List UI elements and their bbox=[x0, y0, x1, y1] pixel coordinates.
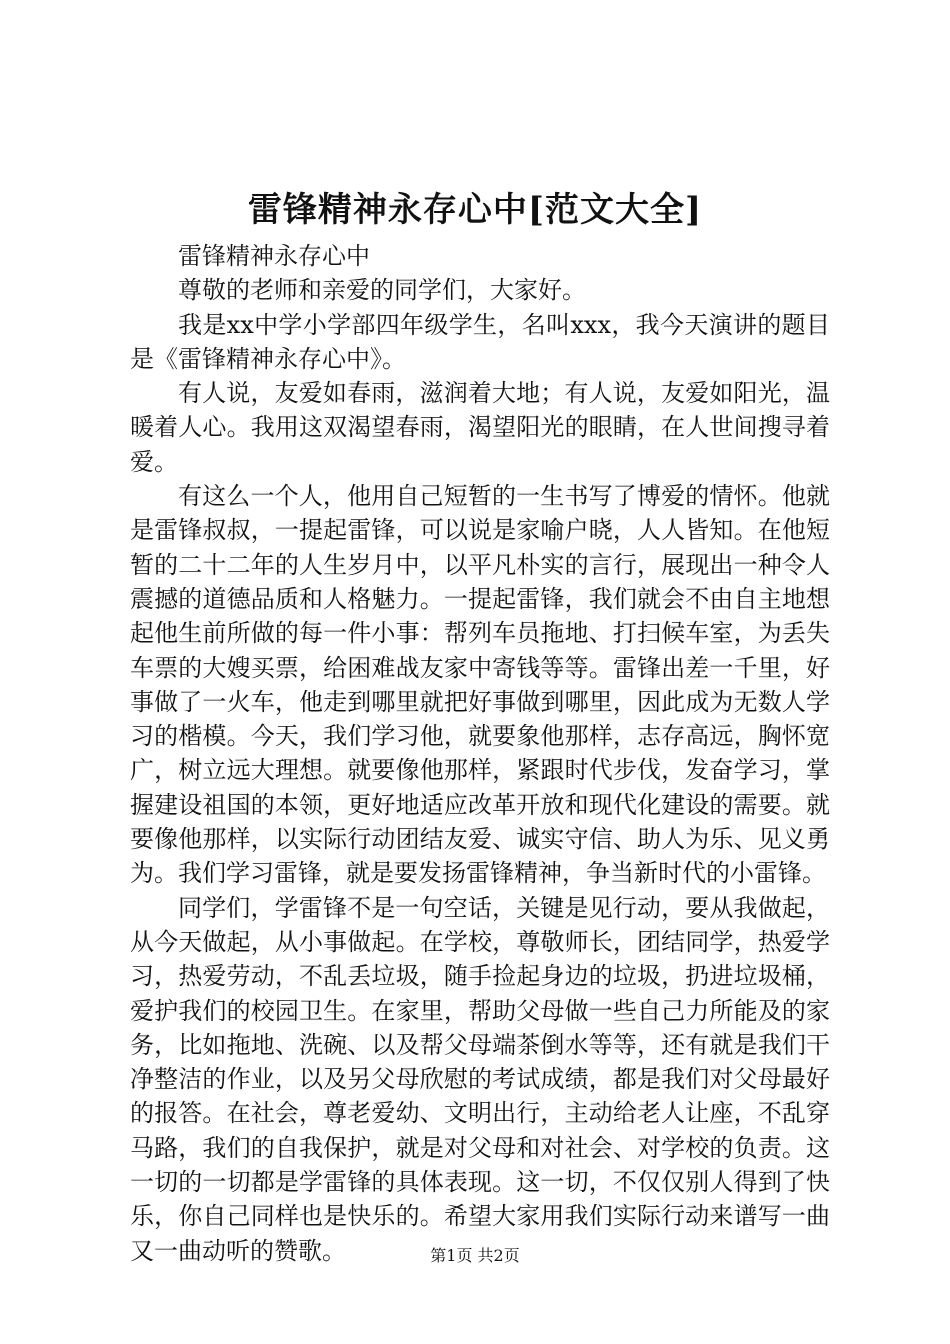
paragraph-leifeng: 有这么一个人，他用自己短暂的一生书写了博爱的情怀。他就是雷锋叔叔，一提起雷锋，可以说是家喻户晓，人人皆知。在他短暂的二十二年的人生岁月中，以平凡朴实的言行，展现出一种令人震撼的道德品质和人格魅力。一提起雷锋，我们就会不由自主地想起他生前所做的每一件小事：帮列车员拖地、打扫候车室，为丢失车票的大嫂买票，给困难战友家中寄钱等等。雷锋出差一千里，好事做了一火车，他走到哪里就把好事做到哪里，因此成为无数人学习的楷模。今天，我们学习他，就要象他那样，志存高远，胸怀宽广，树立远大理想。就要像他那样，紧跟时代步伐，发奋学习，掌握建设祖国的本领，更好地适应改革开放和现代化建设的需要。就要像他那样，以实际行动团结友爱、诚实守信、助人为乐、见义勇为。我们学习雷锋，就是要发扬雷锋精神，争当新时代的小雷锋。 bbox=[130, 482, 830, 888]
paragraph-action: 同学们，学雷锋不是一句空话，关键是见行动，要从我做起，从今天做起，从小事做起。在学校，尊敬师长，团结同学，热爱学习，热爱劳动，不乱丢垃圾，随手捡起身边的垃圾，扔进垃圾桶，爱护我们的校园卫生。在家里，帮助父母做一些自己力所能及的家务，比如拖地、洗碗、以及帮父母端茶倒水等等，还有就是我们干净整洁的作业，以及另父母欣慰的考试成绩，都是我们对父母最好的报答。在社会，尊老爱幼、文明出行，主动给老人让座，不乱穿马路，我们的自我保护，就是对父母和对社会、对学校的负责。这一切的一切都是学雷锋的具体表现。这一切，不仅仅别人得到了快乐，你自己同样也是快乐的。希望大家用我们实际行动来谱写一曲又一曲动听的赞歌。 bbox=[130, 893, 830, 1265]
paragraph-heading: 雷锋精神永存心中 bbox=[178, 242, 370, 270]
document-body bbox=[130, 239, 830, 1268]
paragraph-love: 有人说，友爱如春雨，滋润着大地；有人说，友爱如阳光，温暖着人心。我用这双渴望春雨，渴望阳光的眼睛，在人世间搜寻着爱。 bbox=[130, 379, 830, 476]
document-title: 雷锋精神永存心中[范文大全] bbox=[247, 190, 703, 230]
page-number: 第1页 共2页 bbox=[430, 1246, 520, 1265]
paragraph-greeting: 尊敬的老师和亲爱的同学们，大家好。 bbox=[178, 276, 586, 305]
paragraph-intro: 我是xx中学小学部四年级学生，名叫xxx，我今天演讲的题目是《雷锋精神永存心中》。 bbox=[130, 310, 830, 373]
